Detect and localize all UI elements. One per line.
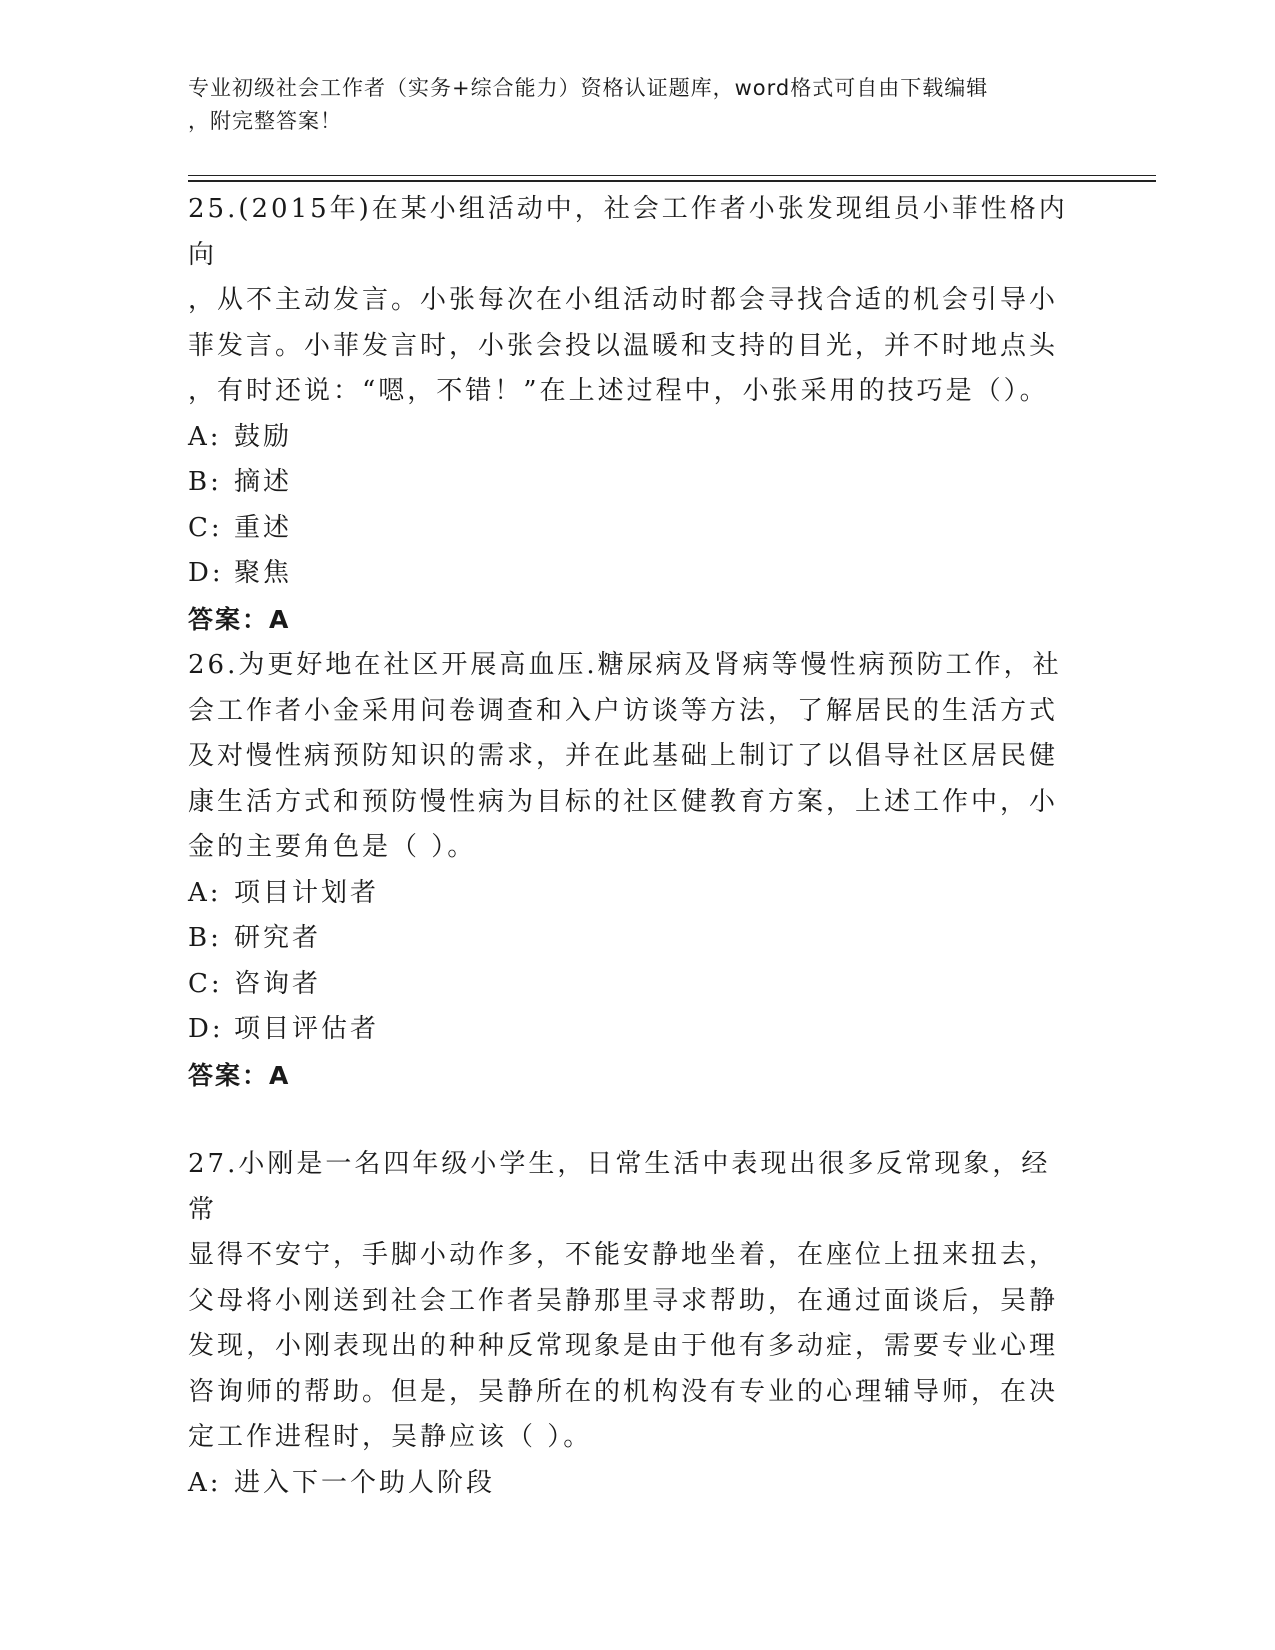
option-c: [188, 506, 1068, 552]
stem-line: 27.小刚是一名四年级小学生，日常生活中表现出很多反常现象，经常: [188, 1149, 1051, 1225]
option-letter: C:: [188, 512, 223, 543]
header-divider-thin: [188, 175, 1156, 176]
question-27: [188, 1142, 1068, 1506]
option-letter: C:: [188, 968, 223, 999]
option-text: 进入下一个助人阶段: [234, 1467, 496, 1498]
stem-line: 显得不安宁，手脚小动作多，不能安静地坐着，在座位上扭来扭去，: [188, 1240, 1059, 1270]
option-d: [188, 1007, 1068, 1053]
stem-line: 咨询师的帮助。但是，吴静所在的机构没有专业的心理辅导师，在决: [188, 1376, 1059, 1407]
option-b: [188, 916, 1068, 962]
answer-line: 答案：A: [188, 604, 291, 634]
stem-line: 及对慢性病预防知识的需求，并在此基础上制订了以倡导社区居民健: [188, 741, 1059, 771]
question-stem: [188, 187, 1068, 415]
option-text: 项目计划者: [234, 877, 380, 908]
document-header: [188, 72, 1088, 138]
stem-line: 康生活方式和预防慢性病为目标的社区健教育方案，上述工作中，小: [188, 786, 1059, 817]
option-text: 项目评估者: [234, 1014, 380, 1044]
option-letter: A:: [188, 877, 222, 908]
stem-line: 父母将小刚送到社会工作者吴静那里寻求帮助，在通过面谈后，吴静: [188, 1285, 1059, 1316]
stem-line: ，有时还说：“嗯，不错！”在上述过程中，小张采用的技巧是（）。: [188, 376, 1049, 406]
stem-line: 26.为更好地在社区开展高血压.糖尿病及肾病等慢性病预防工作，社: [188, 650, 1062, 680]
option-b: [188, 460, 1068, 506]
option-letter: B:: [188, 923, 222, 953]
stem-line: 发现，小刚表现出的种种反常现象是由于他有多动症，需要专业心理: [188, 1331, 1059, 1361]
option-letter: A:: [188, 421, 222, 452]
stem-line: ，从不主动发言。小张每次在小组活动时都会寻找合适的机会引导小: [188, 285, 1059, 315]
stem-line: 25.(2015年)在某小组活动中，社会工作者小张发现组员小菲性格内向: [188, 194, 1068, 270]
option-letter: D:: [188, 558, 224, 588]
stem-line: 定工作进程时，吴静应该（ ）。: [188, 1422, 593, 1452]
option-letter: B:: [188, 467, 222, 497]
option-c: [188, 962, 1068, 1008]
option-text: 咨询者: [234, 968, 322, 999]
stem-line: 菲发言。小菲发言时，小张会投以温暖和支持的目光，并不时地点头: [188, 330, 1059, 361]
option-a: [188, 1461, 1068, 1507]
question-stem: [188, 1142, 1068, 1461]
question-25: [188, 187, 1068, 642]
header-divider-thick: [188, 180, 1156, 182]
question-stem: [188, 643, 1068, 871]
stem-line: 会工作者小金采用问卷调查和入户访谈等方法，了解居民的生活方式: [188, 695, 1059, 726]
option-letter: A:: [188, 1467, 222, 1498]
option-text: 鼓励: [234, 421, 293, 452]
option-letter: D:: [188, 1014, 224, 1044]
answer-line: 答案：A: [188, 1060, 291, 1090]
option-text: 重述: [234, 512, 293, 543]
header-line-1: 专业初级社会工作者（实务+综合能力）资格认证题库，word格式可自由下载编辑: [188, 76, 989, 100]
header-line-2: ，附完整答案！: [188, 109, 342, 133]
option-a: [188, 415, 1068, 461]
option-d: [188, 551, 1068, 597]
question-26: [188, 643, 1068, 1098]
option-a: [188, 871, 1068, 917]
option-text: 摘述: [234, 467, 293, 497]
option-text: 聚焦: [234, 558, 293, 588]
option-text: 研究者: [234, 923, 322, 953]
stem-line: 金的主要角色是（ ）。: [188, 832, 477, 862]
